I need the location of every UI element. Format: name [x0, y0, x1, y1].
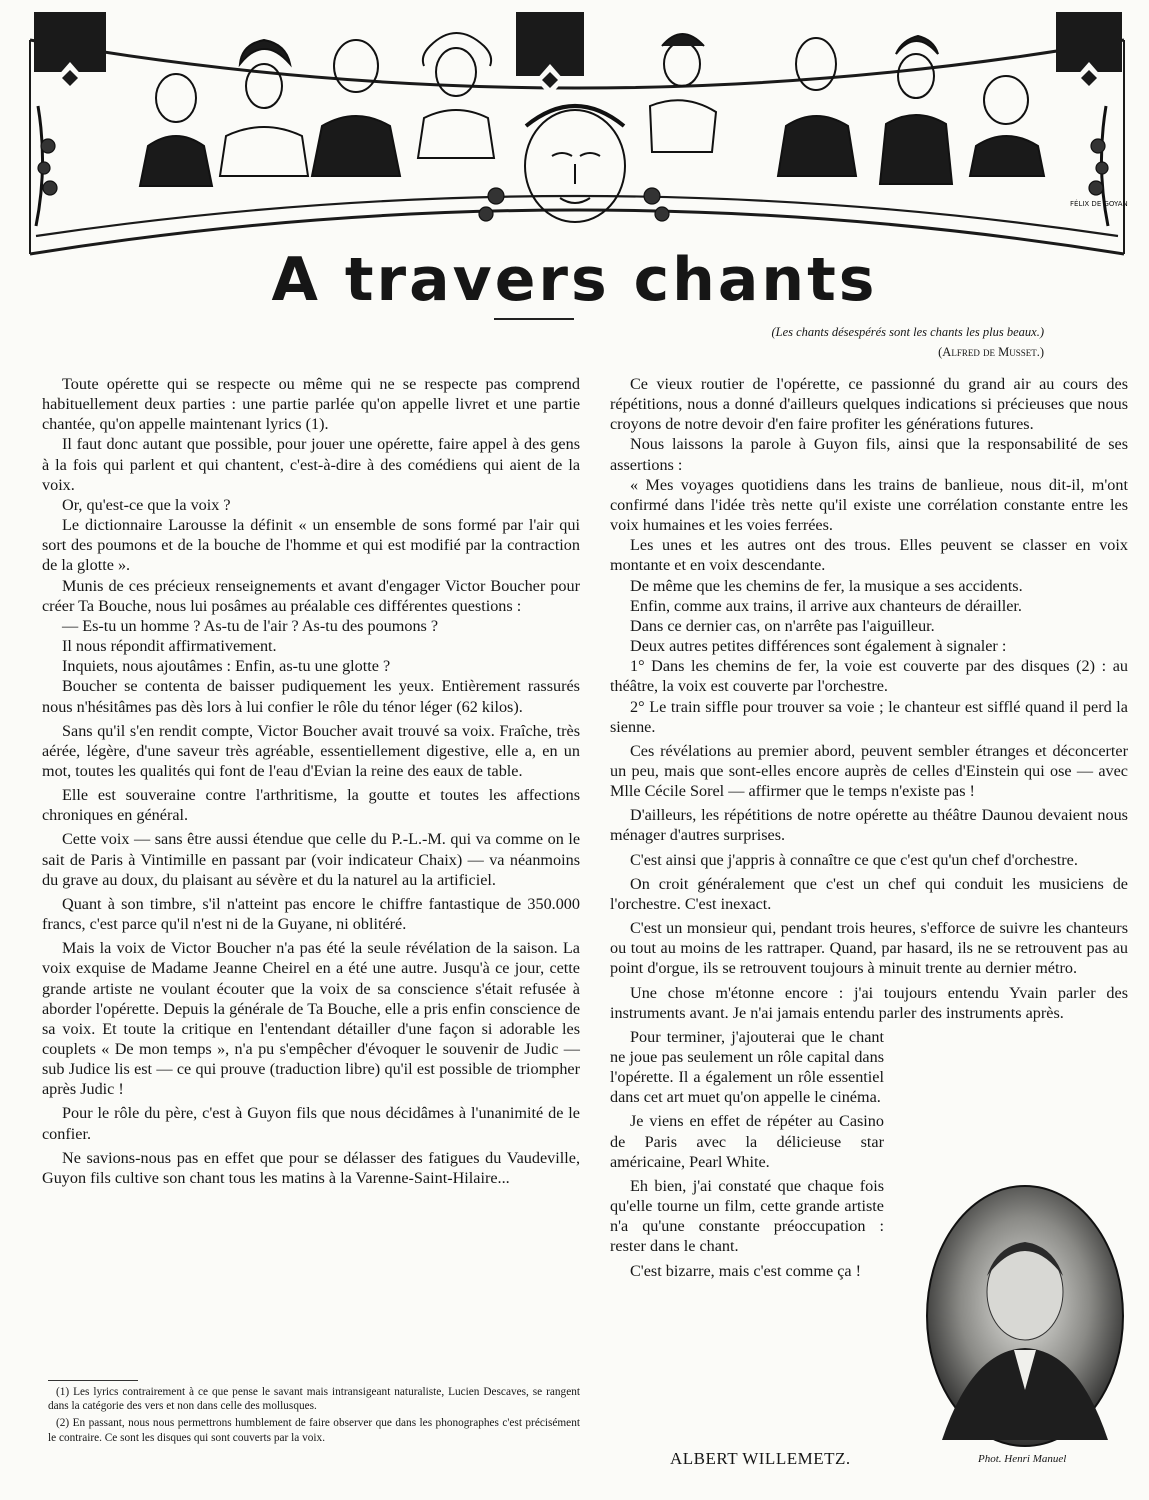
paragraph: Sans qu'il s'en rendit compte, Victor Boucher avait trouvé sa voix. Fraîche, très aérée, légère, d'une saveur très agréable, essentiellement digestive, elle a, en un mot, toutes les qualités qui font de l'eau d'Evian la reine des eaux de table. — [42, 721, 580, 780]
paragraph: Cette voix — sans être aussi étendue que celle du P.-L.-M. qui va comme on le sait de Paris à Vintimille en passant par (voir indicateur Chaix) — va néanmoins du grave au doux, du plaisant au sévère et du la naturel au la artificiel. — [42, 830, 580, 889]
paragraph: De même que les chemins de fer, la musique a ses accidents. — [630, 576, 1023, 595]
author-portrait — [922, 1180, 1128, 1458]
paragraph: Ces révélations au premier abord, peuvent sembler étranges et déconcerter un peu, mais que sont-elles encore auprès de celles d'Einstein qui ose — avec Mlle Cécile Sorel — affirmer que le temps n'existe pas ! — [610, 741, 1128, 801]
paragraph: Une chose m'étonne encore : j'ai toujours entendu Yvain parler des instruments avant. Je n'ai jamais entendu parler des instruments après. — [610, 983, 1128, 1022]
footnote: (1) Les lyrics contrairement à ce que pense le savant mais intransigeant naturaliste, Lucien Descaves, se rangent dans la catégorie des vers et non dans celle des mollusques. — [48, 1386, 580, 1413]
paragraph: Enfin, comme aux trains, il arrive aux chanteurs de dérailler. — [630, 596, 1022, 615]
paragraph: Il faut donc autant que possible, pour jouer une opérette, faire appel à des gens à la fois qui parlent et qui chantent, c'est-à-dire à des comédiens qui aient de la voix. — [42, 435, 580, 494]
article-title: A travers chants — [271, 245, 878, 315]
left-column — [42, 374, 580, 1188]
paragraph: Munis de ces précieux renseignements et avant d'engager Victor Boucher pour créer Ta Bouche, nous lui posâmes au préalable ces différentes questions : — [42, 576, 580, 615]
paragraph: Je viens en effet de répéter au Casino de Paris avec la délicieuse star américaine, Pearl White. — [610, 1112, 884, 1171]
theater-box-illustration — [26, 6, 1128, 258]
paragraph: Il nous répondit affirmativement. — [62, 637, 277, 656]
paragraph: Mais la voix de Victor Boucher n'a pas été la seule révélation de la saison. La voix exquise de Madame Jeanne Cheirel en a été une autre. Jusqu'à ce jour, cette grande artiste ne voulant écouter que la voix de sa conscience s'était refusée à aborder l'opérette. Depuis la générale de Ta Bouche, elle a pris enfin conscience de sa voix. Et toute la critique en l'entendant détailler d'une façon si adorable les couplets « De mon temps », n'a pu s'empêcher d'évoquer le souvenir de Judic — sub Judice lis est — ce qui prouve (traduction libre) qu'il est possible de triompher après Judic ! — [42, 939, 580, 1099]
paragraph: Pour terminer, j'ajouterai que le chant ne joue pas seulement un rôle capital dans l'opérette. Il a également un rôle essentiel dans cet art muet qu'on appelle le cinéma. — [610, 1027, 884, 1107]
paragraph: Ce vieux routier de l'opérette, ce passionné du grand air au cours des répétitions, nous a donné d'ailleurs quelques indications si précieuses que nous croyons de notre devoir d'en faire profiter les générations futures. — [610, 375, 1128, 434]
epigraph — [771, 322, 1044, 362]
paragraph: Eh bien, j'ai constaté que chaque fois qu'elle tourne un film, cette grande artiste n'a qu'une constante préoccupation : rester dans le chant. — [610, 1176, 884, 1256]
paragraph: On croit généralement que c'est un chef qui conduit les musiciens de l'orchestre. C'est inexact. — [610, 874, 1128, 913]
paragraph: Deux autres petites différences sont également à signaler : — [630, 637, 1007, 656]
paragraph: Inquiets, nous ajoutâmes : Enfin, as-tu une glotte ? — [62, 657, 391, 676]
footnote: (2) En passant, nous nous permettrons humblement de faire observer que dans les phonographes c'est précisément le contraire. Ce sont les disques qui sont couverts par la voix. — [48, 1417, 580, 1444]
paragraph: Elle est souveraine contre l'arthritisme, la goutte et toutes les affections chroniques en général. — [42, 786, 580, 825]
artist-signature: FÉLIX DE GOYAN — [1070, 200, 1128, 208]
paragraph: Or, qu'est-ce que la voix ? — [62, 495, 231, 514]
paragraph: C'est un monsieur qui, pendant trois heures, s'efforce de suivre les chanteurs ou tout au moins de les rattraper. Quand, par hasard, ils ne se retrouvent pas au point d'orgue, ils se retrouvent toujours à minuit trente au dernier métro. — [610, 919, 1128, 978]
paragraph: « Mes voyages quotidiens dans les trains de banlieue, nous dit-il, m'ont confirmé dans l'idée très nette qu'il existe une corrélation constante entre les voix humaines et les voies ferrées. — [610, 475, 1128, 535]
paragraph: D'ailleurs, les répétitions de notre opérette au théâtre Daunou devaient nous ménager d'autres surprises. — [610, 806, 1128, 845]
right-column — [610, 374, 1128, 1281]
paragraph: Le dictionnaire Larousse la définit « un ensemble de sons formé par l'air qui sort des poumons et de la bouche de l'homme et qui est modifié par la contraction de la glotte ». — [42, 516, 580, 575]
photo-credit: Phot. Henri Manuel — [978, 1453, 1067, 1465]
paragraph: Toute opérette qui se respecte ou même qui ne se respecte pas comprend habituellement deux parties : une partie parlée qu'on appelle livret et une partie chantée, qu'on appelle maintenant lyrics (1). — [42, 375, 580, 434]
paragraph: 1° Dans les chemins de fer, la voie est couverte par des disques (2) : au théâtre, la voix est couverte par l'orchestre. — [610, 657, 1128, 696]
paragraph: Quant à son timbre, s'il n'atteint pas encore le chiffre fantastique de 350.000 francs, c'est parce qu'il n'est ni de la Guyane, ni oblitéré. — [42, 894, 580, 934]
footnotes — [48, 1385, 580, 1448]
title-divider — [494, 318, 574, 320]
paragraph: Boucher se contenta de baisser pudiquement les yeux. Entièrement rassurés nous n'hésitâmes pas dès lors à lui confier le rôle du ténor léger (62 kilos). — [42, 677, 580, 716]
paragraph: Ne savions-nous pas en effet que pour se délasser des fatigues du Vaudeville, Guyon fils cultive son chant tous les matins à la Varenne-Saint-Hilaire... — [42, 1148, 580, 1187]
paragraph: Nous laissons la parole à Guyon fils, ainsi que la responsabilité de ses assertions : — [610, 435, 1128, 474]
footnote-divider — [48, 1380, 138, 1381]
paragraph: 2° Le train siffle pour trouver sa voie ; le chanteur est sifflé quand il perd la sienne. — [610, 697, 1128, 736]
paragraph: Les unes et les autres ont des trous. Elles peuvent se classer en voix montante et en voix descendante. — [610, 536, 1128, 575]
epigraph-quote: (Les chants désespérés sont les chants les plus beaux.) — [771, 325, 1044, 339]
paragraph: — Es-tu un homme ? As-tu de l'air ? As-tu des poumons ? — [62, 616, 439, 635]
epigraph-author: (Alfred de Musset.) — [938, 345, 1044, 359]
paragraph: Pour le rôle du père, c'est à Guyon fils que nous décidâmes à l'unanimité de le confier. — [42, 1104, 580, 1143]
author-signature: ALBERT WILLEMETZ. — [670, 1449, 851, 1468]
paragraph: Dans ce dernier cas, on n'arrête pas l'aiguilleur. — [630, 616, 935, 635]
paragraph: C'est ainsi que j'appris à connaître ce que c'est qu'un chef d'orchestre. — [630, 850, 1078, 869]
paragraph: C'est bizarre, mais c'est comme ça ! — [630, 1261, 862, 1280]
